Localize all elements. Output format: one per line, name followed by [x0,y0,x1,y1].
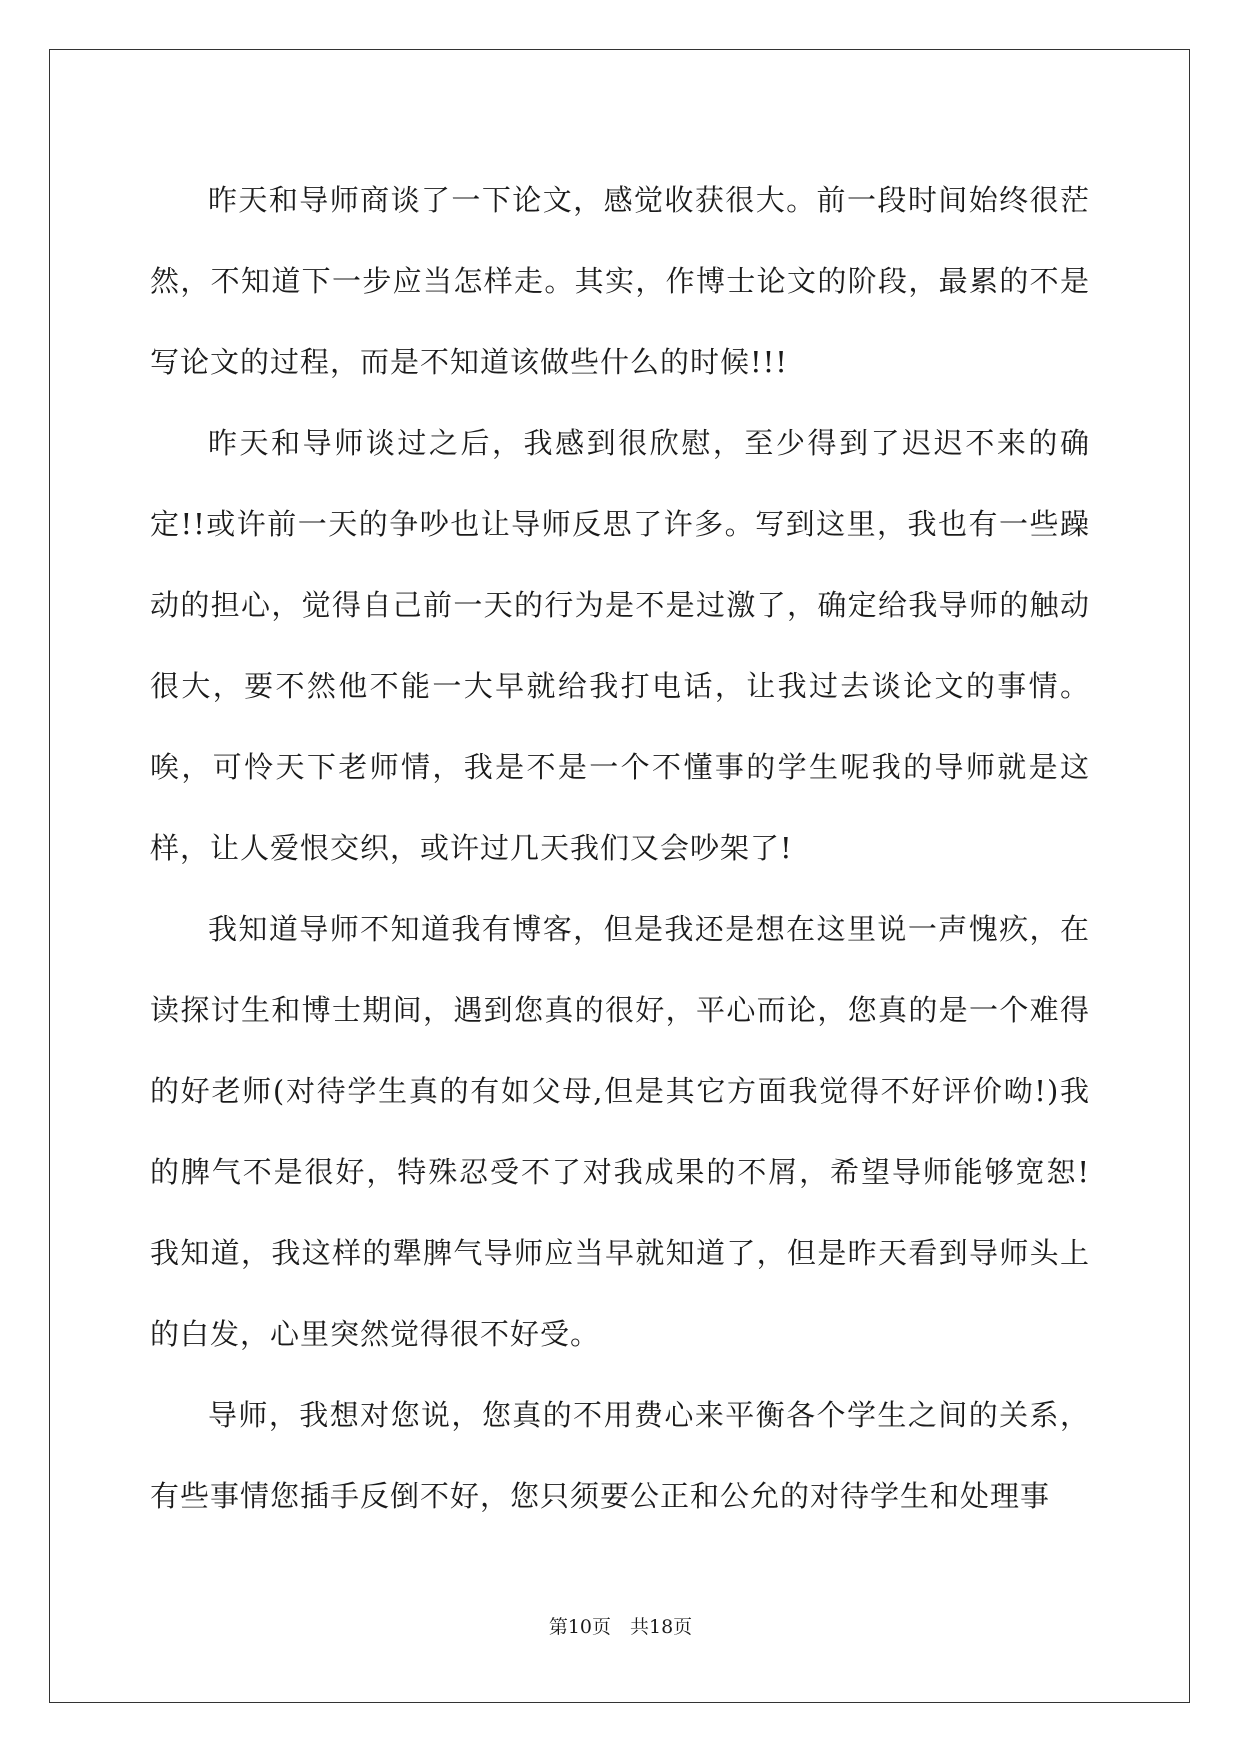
paragraph-3: 我知道导师不知道我有博客，但是我还是想在这里说一声愧疚，在读探讨生和博士期间，遇到您真的很好，平心而论，您真的是一个难得的好老师(对待学生真的有如父母,但是其它方面我觉得不好评价呦!)我的脾气不是很好，特殊忍受不了对我成果的不屑，希望导师能够宽恕!我知道，我这样的犟脾气导师应当早就知道了，但是昨天看到导师头上的白发，心里突然觉得很不好受。 [150,912,1090,1351]
document-body [150,160,1090,1537]
paragraph-2: 昨天和导师谈过之后，我感到很欣慰，至少得到了迟迟不来的确定!!或许前一天的争吵也让导师反思了许多。写到这里，我也有一些躁动的担心，觉得自己前一天的行为是不是过激了，确定给我导师的触动很大，要不然他不能一大早就给我打电话，让我过去谈论文的事情。唉，可怜天下老师情，我是不是一个不懂事的学生呢我的导师就是这样，让人爱恨交织，或许过几天我们又会吵架了! [150,426,1090,865]
page-number-footer: 第10页 共18页 [548,1616,693,1638]
paragraph-4: 导师，我想对您说，您真的不用费心来平衡各个学生之间的关系，有些事情您插手反倒不好，您只须要公正和公允的对待学生和处理事 [150,1398,1090,1513]
paragraph-1: 昨天和导师商谈了一下论文，感觉收获很大。前一段时间始终很茫然，不知道下一步应当怎样走。其实，作博士论文的阶段，最累的不是写论文的过程，而是不知道该做些什么的时候!!! [150,183,1090,379]
